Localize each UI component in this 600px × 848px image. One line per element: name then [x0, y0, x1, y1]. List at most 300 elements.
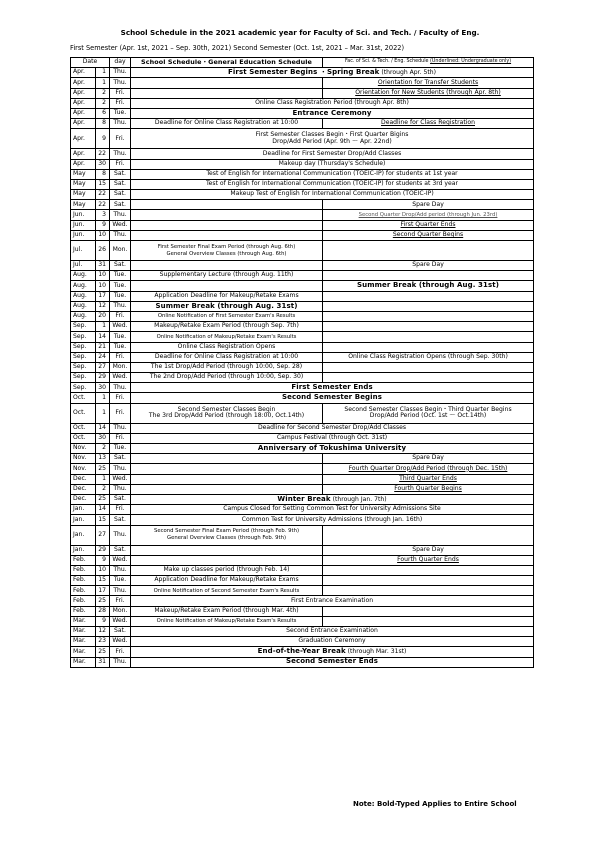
table-row [71, 322, 534, 332]
row-month: Sep. [71, 362, 96, 372]
row-month: Feb. [71, 596, 96, 606]
row-date: 13 [96, 454, 110, 464]
row-month: Dec. [71, 474, 96, 484]
row-date: 31 [96, 657, 110, 667]
entry-text: Second Entrance Examination [286, 627, 378, 635]
table-row [71, 637, 534, 647]
row-day: Tue. [110, 271, 131, 281]
row-date: 2 [96, 444, 110, 454]
row-day: Tue. [110, 332, 131, 342]
row-entry-general [131, 464, 323, 474]
semester-period-line: First Semester (Apr. 1st, 2021 – Sep. 30th, 2021) Second Semester (Oct. 1st, 2021 – Mar. 31st, 2022) [70, 44, 405, 52]
entry-text: Makeup/Retake Exam Period (through Mar. 4th) [154, 606, 299, 614]
row-date: 14 [96, 332, 110, 342]
row-entry-general [131, 352, 323, 362]
row-entry-faculty [323, 525, 534, 545]
row-entry-faculty [323, 301, 534, 311]
entry-text: Test of English for International Communication (TOEIC-IP) for students at 1st year [206, 169, 458, 177]
row-entry-all [131, 433, 534, 443]
row-entry-general [131, 576, 323, 586]
row-date: 1 [96, 393, 110, 403]
schedule-table [70, 57, 534, 668]
table-row [71, 291, 534, 301]
row-day: Thu. [110, 484, 131, 494]
row-entry-all [131, 159, 534, 169]
row-entry-all [131, 657, 534, 667]
row-day: Tue. [110, 281, 131, 291]
table-row [71, 169, 534, 179]
entry-text: Spare Day [412, 545, 444, 553]
row-day: Sat. [110, 515, 131, 525]
row-month: Sep. [71, 352, 96, 362]
entry-text-secondary: The 3rd Drop/Add Period (through 18:00, Oct.14th) [148, 412, 305, 420]
row-entry-general [131, 332, 323, 342]
table-row [71, 596, 534, 606]
row-entry-general [131, 220, 323, 230]
row-entry-all [131, 179, 534, 189]
row-date: 14 [96, 505, 110, 515]
table-row [71, 657, 534, 667]
row-date: 27 [96, 362, 110, 372]
entry-text: Supplementary Lecture (through Aug. 11th) [159, 271, 294, 279]
row-entry-general [131, 525, 323, 545]
row-month: Jan. [71, 525, 96, 545]
row-day: Thu. [110, 301, 131, 311]
row-entry-faculty [323, 220, 534, 230]
entry-text: Online Notification of First Semester Exam's Results [157, 313, 296, 320]
row-month: Aug. [71, 291, 96, 301]
table-row [71, 616, 534, 626]
table-row [71, 88, 534, 98]
table-row [71, 108, 534, 118]
entry-text: First Semester Ends [291, 383, 373, 392]
row-day: Wed. [110, 220, 131, 230]
table-row [71, 403, 534, 423]
row-entry-general [131, 210, 323, 220]
row-entry-general [131, 565, 323, 575]
row-date: 1 [96, 68, 110, 78]
entry-text: Deadline for Online Class Registration at 10:00 [154, 119, 299, 127]
table-row [71, 454, 534, 464]
row-date: 15 [96, 576, 110, 586]
entry-text: First Quarter Ends [400, 220, 456, 228]
row-date: 22 [96, 149, 110, 159]
row-day: Sat. [110, 169, 131, 179]
row-day: Fri. [110, 98, 131, 108]
row-date: 9 [96, 129, 110, 149]
row-date: 1 [96, 78, 110, 88]
row-day: Thu. [110, 565, 131, 575]
entry-text: Make up classes period (through Feb. 14) [163, 566, 290, 574]
table-row [71, 383, 534, 393]
row-date: 12 [96, 627, 110, 637]
row-entry-faculty [323, 230, 534, 240]
row-entry-general [131, 474, 323, 484]
row-entry-faculty [323, 352, 534, 362]
entry-text: Application Deadline for Makeup/Retake Exams [154, 291, 299, 299]
entry-text: Campus Closed for Setting Common Test for University Admissions Site [223, 505, 441, 513]
entry-text: Campus Festival (through Oct. 31st) [276, 434, 388, 442]
row-entry-general [131, 311, 323, 321]
entry-text: Second Semester Final Exam Period (through Feb. 9th) [154, 528, 300, 535]
entry-text: Orientation for Transfer Students [377, 78, 479, 86]
table-row [71, 159, 534, 169]
row-month: Apr. [71, 159, 96, 169]
entry-text: Second Semester Classes Begin [177, 405, 276, 413]
table-row [71, 200, 534, 210]
row-entry-general [131, 301, 323, 311]
row-day: Fri. [110, 352, 131, 362]
row-day: Tue. [110, 444, 131, 454]
row-day: Fri. [110, 393, 131, 403]
table-row [71, 98, 534, 108]
table-row [71, 444, 534, 454]
entry-text: Second Quarter Drop/Add period (through Jun. 23rd) [358, 211, 498, 218]
row-entry-general [131, 261, 323, 271]
entry-text: Third Quarter Ends [399, 474, 457, 482]
row-date: 22 [96, 200, 110, 210]
header-day: day [110, 58, 131, 68]
row-month: Aug. [71, 311, 96, 321]
row-month: Aug. [71, 301, 96, 311]
row-entry-all [131, 98, 534, 108]
row-date: 25 [96, 647, 110, 657]
entry-text-secondary: General Overview Classes (through Feb. 9th) [167, 535, 287, 541]
row-entry-faculty [323, 586, 534, 596]
table-row [71, 342, 534, 352]
entry-text: Common Test for University Admissions (through Jan. 16th) [241, 515, 423, 523]
table-row [71, 515, 534, 525]
header-general-schedule: School Schedule・General Education Schedule [131, 58, 323, 68]
table-row [71, 423, 534, 433]
row-entry-faculty [323, 210, 534, 220]
table-row [71, 261, 534, 271]
row-entry-general [131, 484, 323, 494]
entry-text: Fourth Quarter Ends [397, 555, 459, 563]
row-day: Thu. [110, 586, 131, 596]
row-day: Fri. [110, 505, 131, 515]
row-entry-all [131, 190, 534, 200]
table-row [71, 190, 534, 200]
row-entry-all [131, 108, 534, 118]
row-day: Thu. [110, 149, 131, 159]
entry-text-secondary: (through Apr. 5th) [381, 68, 436, 76]
table-row [71, 494, 534, 504]
row-entry-faculty [323, 281, 534, 291]
row-day: Thu. [110, 423, 131, 433]
entry-text: Makeup/Retake Exam Period (through Sep. 7th) [154, 322, 299, 330]
row-day: Tue. [110, 108, 131, 118]
row-entry-general [131, 271, 323, 281]
row-month: Nov. [71, 444, 96, 454]
row-day: Thu. [110, 525, 131, 545]
row-day: Tue. [110, 291, 131, 301]
row-day: Wed. [110, 637, 131, 647]
table-row [71, 149, 534, 159]
row-date: 24 [96, 352, 110, 362]
row-entry-faculty [323, 464, 534, 474]
table-row [71, 576, 534, 586]
row-month: Apr. [71, 129, 96, 149]
row-entry-faculty [323, 271, 534, 281]
row-entry-general [131, 362, 323, 372]
row-month: Dec. [71, 494, 96, 504]
entry-text: Deadline for Second Semester Drop/Add Classes [257, 423, 407, 431]
row-entry-general [131, 322, 323, 332]
row-day: Thu. [110, 119, 131, 129]
row-date: 20 [96, 311, 110, 321]
row-month: Apr. [71, 78, 96, 88]
row-entry-general [131, 545, 323, 555]
row-day: Wed. [110, 616, 131, 626]
row-month: Apr. [71, 119, 96, 129]
row-entry-all [131, 68, 534, 78]
row-entry-faculty [323, 373, 534, 383]
row-entry-all [131, 494, 534, 504]
entry-text: Entrance Ceremony [292, 108, 372, 117]
row-entry-faculty [323, 606, 534, 616]
row-entry-faculty [323, 241, 534, 261]
row-day: Fri. [110, 596, 131, 606]
entry-text: Graduation Ceremony [298, 637, 366, 645]
row-date: 17 [96, 291, 110, 301]
row-entry-faculty [323, 474, 534, 484]
entry-text: The 1st Drop/Add Period (through 10:00, Sep. 28) [150, 363, 303, 371]
table-header-row [71, 58, 534, 68]
row-month: Apr. [71, 98, 96, 108]
entry-text: Deadline for Online Class Registration at 10:00 [154, 352, 299, 360]
page-title: School Schedule in the 2021 academic year for Faculty of Sci. and Tech. / Faculty of Eng. [120, 28, 480, 37]
entry-text-secondary: (through Jan. 7th) [332, 495, 387, 503]
row-entry-faculty [323, 291, 534, 301]
row-day: Sat. [110, 494, 131, 504]
row-date: 17 [96, 586, 110, 596]
row-entry-general [131, 373, 323, 383]
table-row [71, 505, 534, 515]
row-date: 9 [96, 555, 110, 565]
row-entry-all [131, 444, 534, 454]
row-day: Fri. [110, 647, 131, 657]
row-day: Fri. [110, 88, 131, 98]
row-entry-all [131, 505, 534, 515]
table-row [71, 484, 534, 494]
row-entry-general [131, 241, 323, 261]
row-date: 21 [96, 342, 110, 352]
row-date: 22 [96, 190, 110, 200]
table-row [71, 78, 534, 88]
entry-text: Winter Break [277, 494, 331, 503]
entry-text: Second Quarter Begins [392, 231, 464, 239]
table-row [71, 352, 534, 362]
table-row [71, 311, 534, 321]
entry-text: Makeup day (Thursday's Schedule) [278, 159, 386, 167]
row-month: Apr. [71, 108, 96, 118]
row-month: Sep. [71, 342, 96, 352]
row-entry-faculty [323, 403, 534, 423]
row-month: Mar. [71, 637, 96, 647]
row-day: Fri. [110, 311, 131, 321]
row-month: Apr. [71, 149, 96, 159]
row-entry-all [131, 169, 534, 179]
row-date: 8 [96, 169, 110, 179]
row-day: Thu. [110, 210, 131, 220]
table-row [71, 393, 534, 403]
row-day: Sat. [110, 200, 131, 210]
row-date: 2 [96, 88, 110, 98]
entry-text: First Entrance Examination [290, 596, 374, 604]
row-entry-all [131, 129, 534, 149]
row-date: 1 [96, 474, 110, 484]
row-date: 26 [96, 241, 110, 261]
row-entry-general [131, 230, 323, 240]
table-row [71, 627, 534, 637]
row-month: Feb. [71, 586, 96, 596]
header-faculty-note: (Underlined: Undergraduate only) [430, 59, 512, 65]
row-entry-faculty [323, 484, 534, 494]
row-day: Sat. [110, 179, 131, 189]
header-faculty-schedule [323, 58, 534, 68]
row-month: Jun. [71, 230, 96, 240]
row-date: 29 [96, 373, 110, 383]
row-date: 30 [96, 159, 110, 169]
table-row [71, 545, 534, 555]
row-entry-all [131, 637, 534, 647]
row-date: 25 [96, 494, 110, 504]
row-day: Thu. [110, 464, 131, 474]
table-row [71, 68, 534, 78]
row-month: Aug. [71, 271, 96, 281]
row-entry-all [131, 149, 534, 159]
entry-text-secondary: Drop/Add Period (Apr. 9th ～ Apr. 22nd) [272, 137, 392, 145]
row-entry-faculty [323, 362, 534, 372]
row-date: 12 [96, 301, 110, 311]
entry-text: First Semester Final Exam Period (through Aug. 6th) [157, 243, 296, 250]
row-entry-faculty [323, 200, 534, 210]
row-month: Jan. [71, 515, 96, 525]
row-entry-all [131, 393, 534, 403]
entry-text: Deadline for First Semester Drop/Add Classes [262, 149, 402, 157]
row-day: Mon. [110, 606, 131, 616]
row-day: Mon. [110, 362, 131, 372]
entry-text: Online Notification of Makeup/Retake Exam's Results [156, 618, 297, 625]
entry-text: Online Class Registration Opens [177, 342, 276, 350]
row-date: 1 [96, 403, 110, 423]
row-date: 8 [96, 119, 110, 129]
row-entry-faculty [323, 616, 534, 626]
row-month: Jun. [71, 220, 96, 230]
row-month: Oct. [71, 403, 96, 423]
row-day: Wed. [110, 555, 131, 565]
row-entry-general [131, 454, 323, 464]
row-day: Fri. [110, 433, 131, 443]
table-row [71, 210, 534, 220]
row-day: Tue. [110, 342, 131, 352]
row-day: Thu. [110, 657, 131, 667]
row-day: Thu. [110, 68, 131, 78]
entry-text: Application Deadline for Makeup/Retake Exams [154, 576, 299, 584]
row-date: 9 [96, 220, 110, 230]
row-month: May [71, 179, 96, 189]
row-day: Fri. [110, 129, 131, 149]
row-entry-all [131, 647, 534, 657]
entry-text: First Semester Classes Begin・First Quarter Bigins [255, 131, 409, 139]
row-month: Oct. [71, 433, 96, 443]
row-date: 30 [96, 433, 110, 443]
table-row [71, 586, 534, 596]
table-row [71, 373, 534, 383]
row-day: Thu. [110, 78, 131, 88]
row-month: Apr. [71, 88, 96, 98]
entry-text: Test of English for International Communication (TOEIC-IP) for students at 3rd year [205, 180, 459, 188]
entry-text: Anniversary of Tokushima University [257, 443, 407, 452]
table-row [71, 281, 534, 291]
row-day: Wed. [110, 373, 131, 383]
row-month: Mar. [71, 657, 96, 667]
entry-text: Second Semester Ends [285, 657, 379, 666]
row-entry-general [131, 119, 323, 129]
row-date: 2 [96, 484, 110, 494]
row-day: Wed. [110, 322, 131, 332]
row-day: Fri. [110, 403, 131, 423]
table-row [71, 332, 534, 342]
row-entry-general [131, 606, 323, 616]
entry-text: Summer Break (through Aug. 31st) [357, 281, 499, 290]
table-row [71, 179, 534, 189]
entry-text: Makeup Test of English for International Communication (TOEIC-IP) [230, 190, 434, 198]
entry-text: Spare Day [412, 261, 444, 269]
row-entry-all [131, 596, 534, 606]
row-date: 10 [96, 230, 110, 240]
entry-text: Fourth Quarter Drop/Add Period (through Dec. 15th) [348, 464, 508, 472]
row-date: 28 [96, 606, 110, 616]
header-faculty-label: Fac. of Sci. & Tech. / Eng. Schedule [344, 59, 429, 65]
row-entry-faculty [323, 555, 534, 565]
row-month: Sep. [71, 322, 96, 332]
row-entry-all [131, 627, 534, 637]
table-row [71, 433, 534, 443]
entry-text: Orientation for New Students (through Apr. 8th) [355, 88, 501, 96]
row-date: 1 [96, 322, 110, 332]
table-row [71, 565, 534, 575]
row-month: Jun. [71, 210, 96, 220]
row-month: Feb. [71, 576, 96, 586]
row-entry-faculty [323, 454, 534, 464]
entry-text: Summer Break (through Aug. 31st) [155, 301, 298, 310]
row-day: Sat. [110, 454, 131, 464]
entry-text-secondary: General Overview Classes (through Aug. 6th) [166, 250, 287, 257]
row-entry-general [131, 555, 323, 565]
entry-text: Online Class Registration Period (through Apr. 8th) [255, 99, 409, 107]
entry-text: The 2nd Drop/Add Period (through 10:00, Sep. 30) [149, 373, 304, 381]
row-month: Nov. [71, 454, 96, 464]
row-entry-faculty [323, 78, 534, 88]
row-entry-all [131, 515, 534, 525]
table-row [71, 230, 534, 240]
row-date: 9 [96, 616, 110, 626]
table-row [71, 525, 534, 545]
row-month: Nov. [71, 464, 96, 474]
row-month: Mar. [71, 616, 96, 626]
row-month: May [71, 169, 96, 179]
entry-text: Online Notification of Second Semester Exam's Results [153, 587, 300, 594]
row-entry-faculty [323, 565, 534, 575]
row-entry-general [131, 281, 323, 291]
row-entry-all [131, 383, 534, 393]
row-month: Apr. [71, 68, 96, 78]
row-day: Thu. [110, 230, 131, 240]
row-date: 10 [96, 271, 110, 281]
row-date: 31 [96, 261, 110, 271]
